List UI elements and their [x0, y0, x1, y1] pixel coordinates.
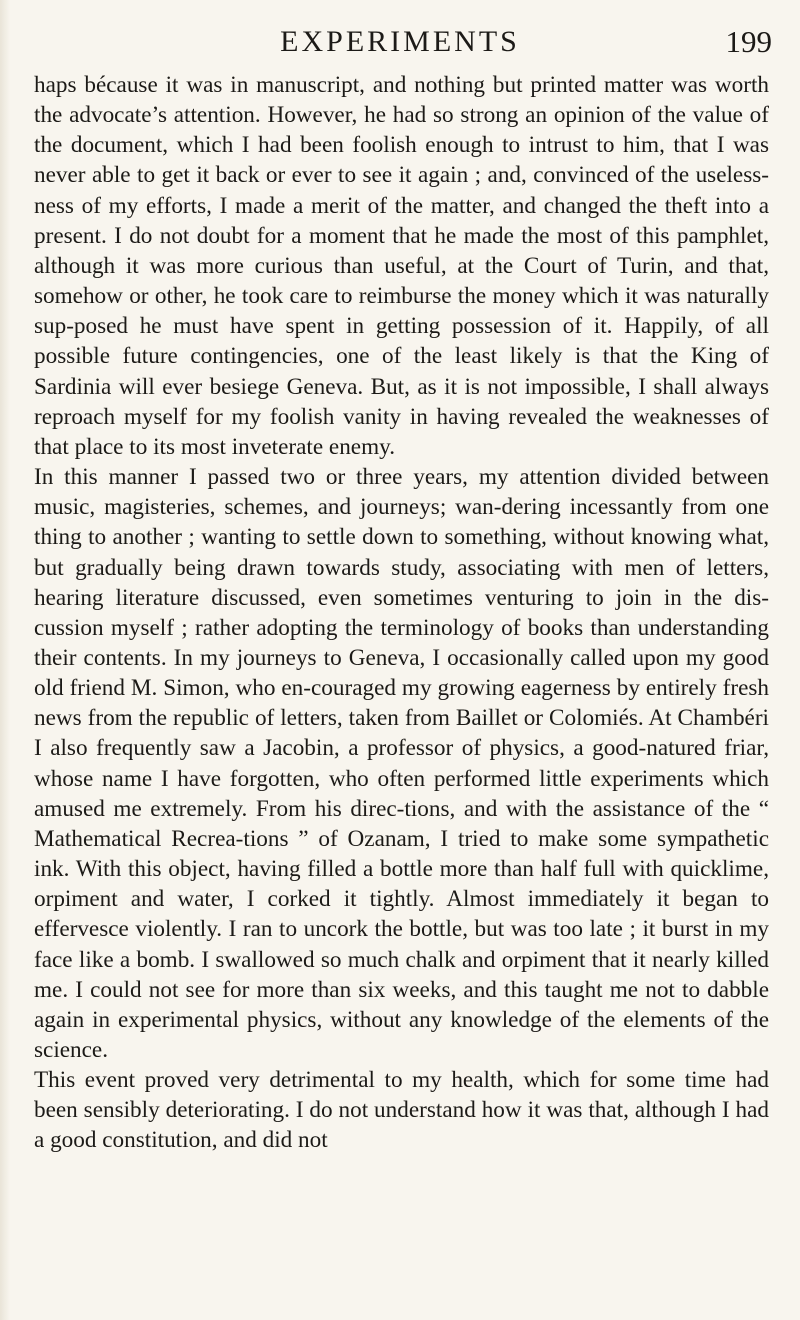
body-text [34, 70, 769, 1156]
page-gutter-shadow [0, 0, 10, 1320]
paragraph: haps bécause it was in manuscript, and nothing but printed matter was worth the advocate’s attention. However, he had so strong an opinion of the value of the document, which I had been foolish enough to intrust to him, that I was never able to get it back or ever to see it again ; and, convinced of the useless-ness of my efforts, I made a merit of the matter, and changed the theft into a present. I do not doubt for a moment that he made the most of this pamphlet, although it was more curious than useful, at the Court of Turin, and that, somehow or other, he took care to reimburse the money which it was naturally sup-posed he must have spent in getting possession of it. Happily, of all possible future contingencies, one of the least likely is that the King of Sardinia will ever besiege Geneva. But, as it is not impossible, I shall always reproach myself for my foolish vanity in having revealed the weaknesses of that place to its most inveterate enemy. [34, 72, 769, 460]
paragraph: In this manner I passed two or three years, my attention divided between music, magisteries, schemes, and journeys; wan-dering incessantly from one thing to another ; wanting to settle down to something, without knowing what, but gradually being drawn towards study, associating with men of letters, hearing literature discussed, even sometimes venturing to join in the dis-cussion myself ; rather adopting the terminology of books than understanding their contents. In my journeys to Geneva, I occasionally called upon my good old friend M. Simon, who en-couraged my growing eagerness by entirely fresh news from the republic of letters, taken from Baillet or Colomiés. At Chambéri I also frequently saw a Jacobin, a professor of physics, a good-natured friar, whose name I have forgotten, who often performed little experiments which amused me extremely. From his direc-tions, and with the assistance of the “ Mathematical Recrea-tions ” of Ozanam, I tried to make some sympathetic ink. With this object, having filled a bottle more than half full with quicklime, orpiment and water, I corked it tightly. Almost immediately it began to effervesce violently. I ran to uncork the bottle, but was too late ; it burst in my face like a bomb. I swallowed so much chalk and orpiment that it nearly killed me. I could not see for more than six weeks, and this taught me not to dabble again in experimental physics, without any knowledge of the elements of the science. [34, 464, 769, 1063]
page-header [0, 24, 800, 60]
paragraph: This event proved very detrimental to my health, which for some time had been sensibly deteriorating. I do not understand how it was that, although I had a good constitution, and did not [34, 1067, 769, 1154]
page-number: 199 [725, 24, 772, 59]
running-head: EXPERIMENTS [280, 25, 520, 58]
